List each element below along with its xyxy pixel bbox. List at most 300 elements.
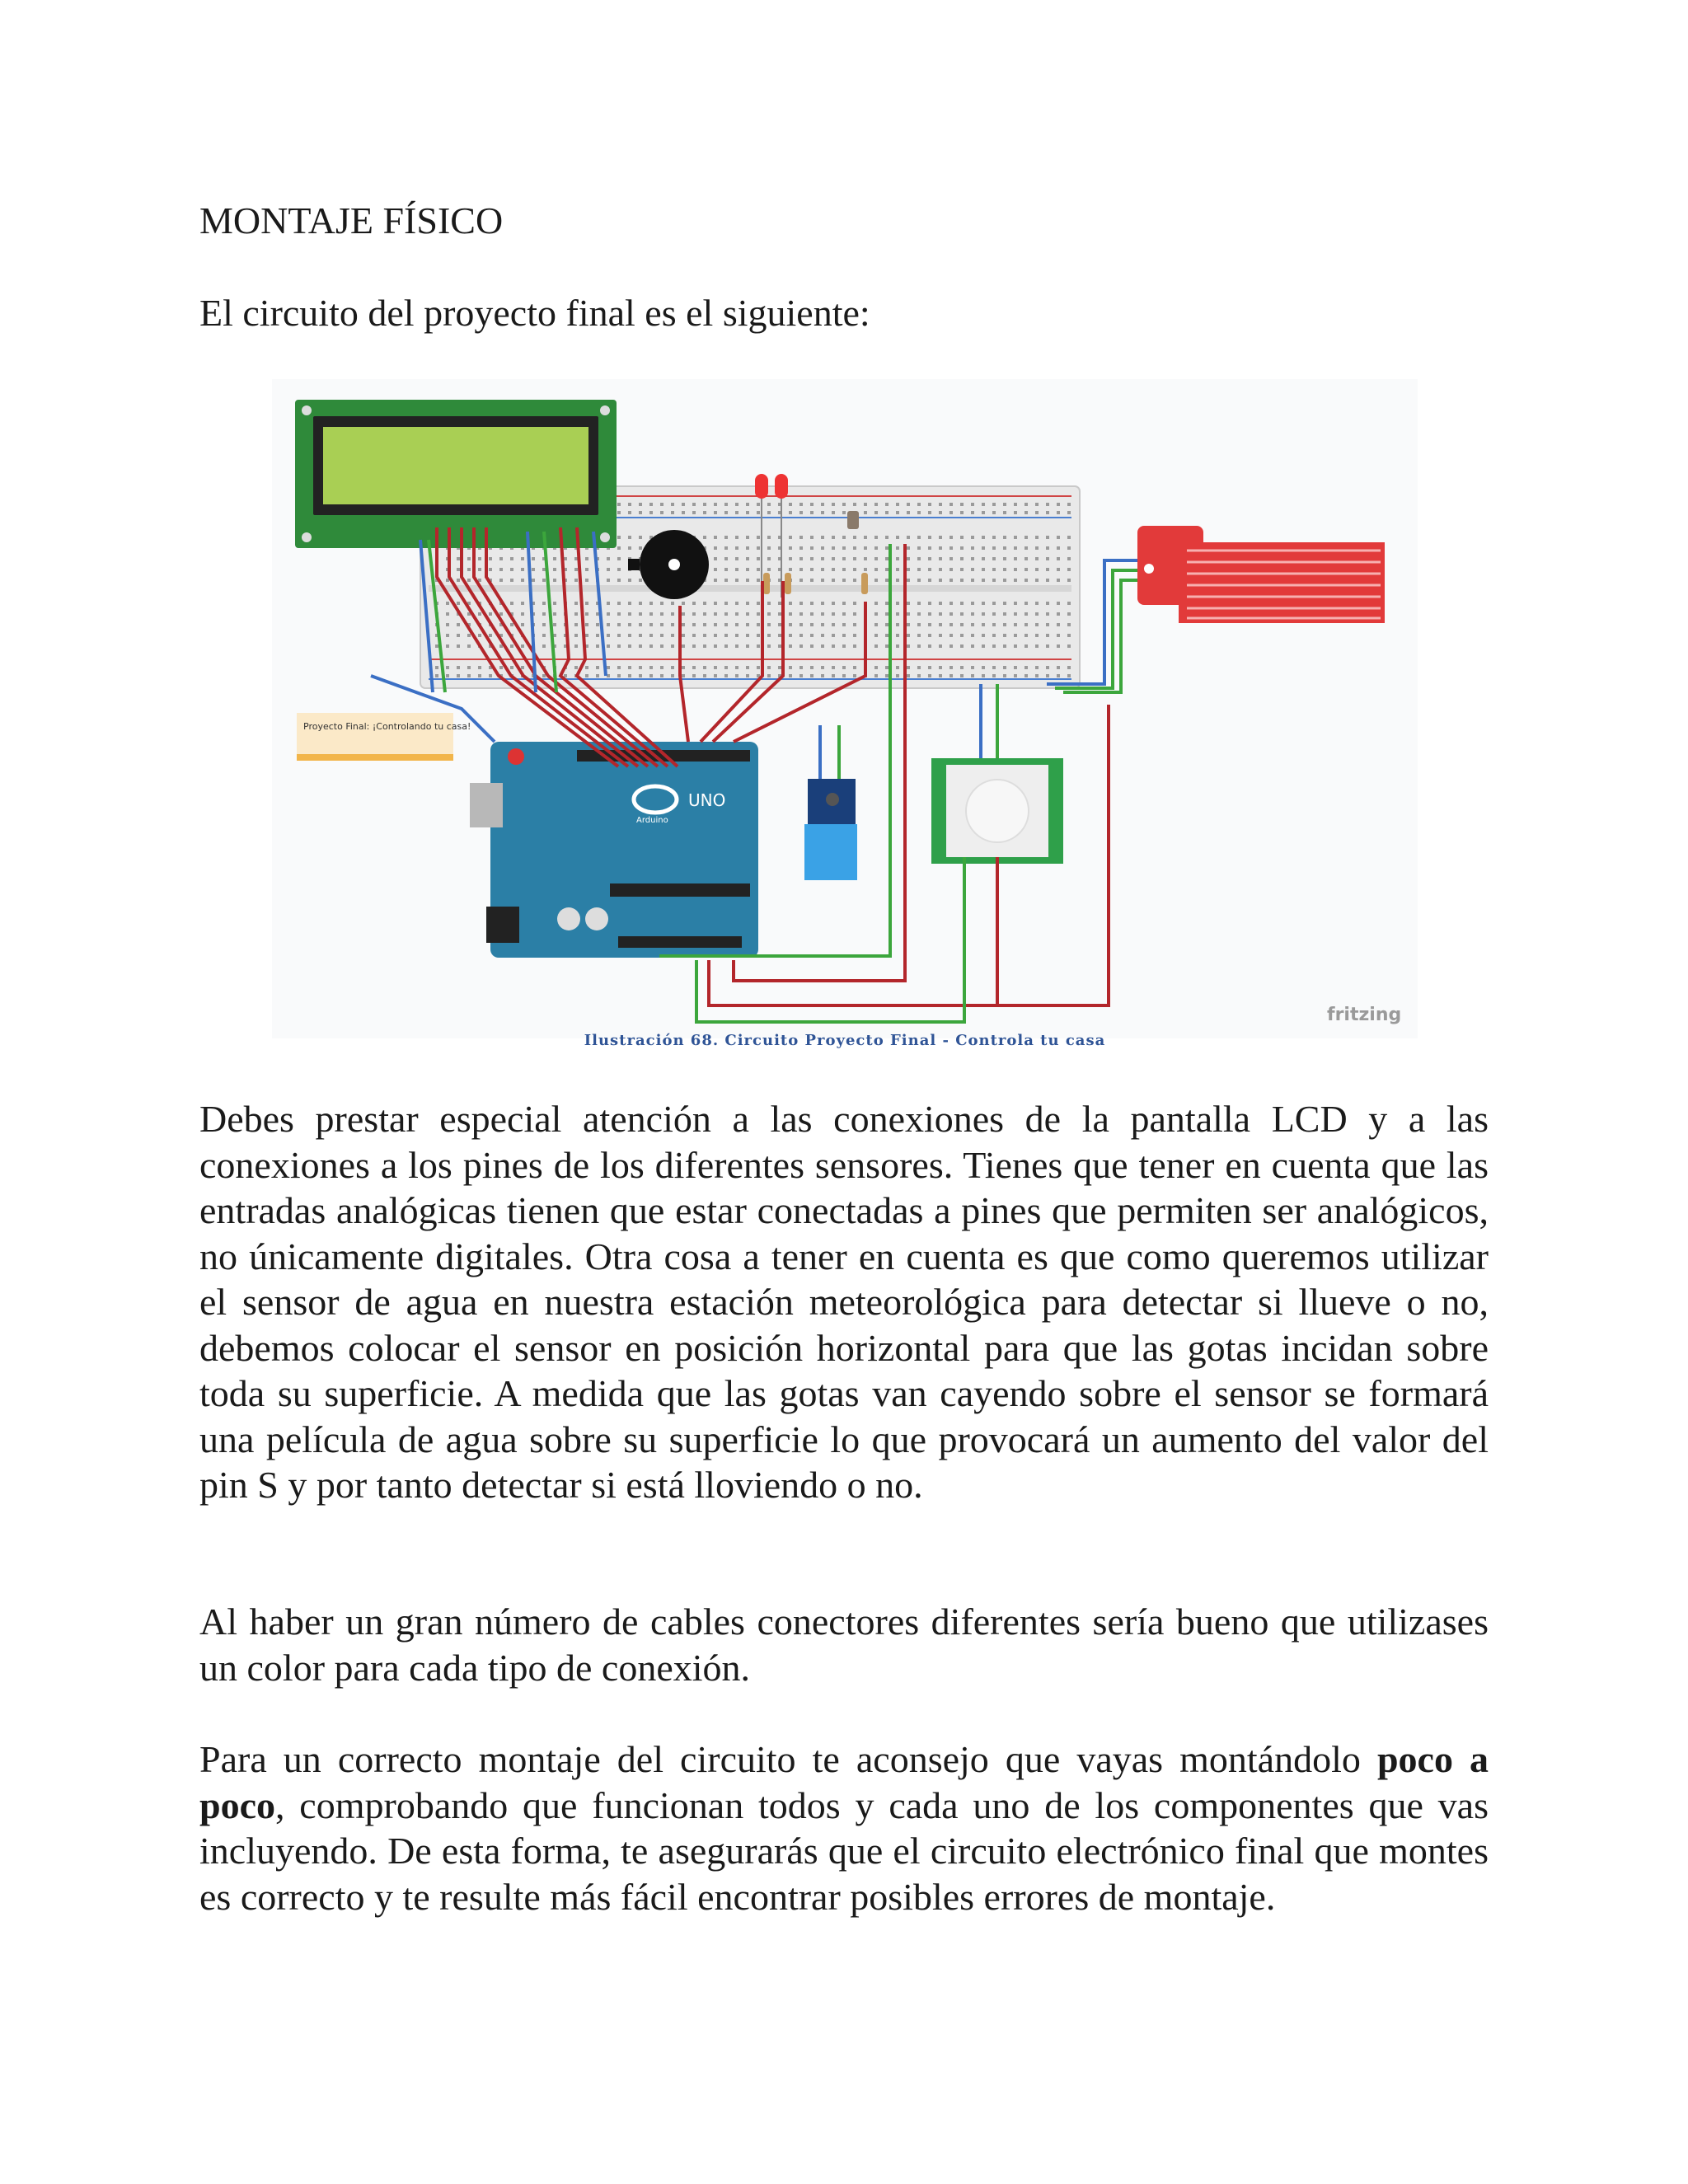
breadboard-hole (542, 579, 546, 582)
breadboard-hole (682, 503, 685, 506)
breadboard-hole (553, 623, 556, 626)
breadboard-hole (832, 612, 835, 616)
note-text: Proyecto Final: ¡Controlando tu casa! (303, 721, 471, 732)
breadboard-hole (950, 568, 953, 571)
breadboard-hole (874, 666, 878, 669)
breadboard-hole (746, 634, 749, 637)
breadboard-hole (1035, 546, 1039, 550)
breadboard-hole (1014, 602, 1017, 605)
breadboard-hole (703, 644, 706, 648)
breadboard-hole (649, 602, 653, 605)
humidity-sensor (804, 779, 857, 880)
breadboard-hole (821, 644, 824, 648)
breadboard-hole (714, 666, 717, 669)
breadboard-hole (757, 579, 760, 582)
breadboard-hole (917, 612, 921, 616)
breadboard-hole (746, 666, 749, 669)
breadboard-hole (799, 503, 803, 506)
breadboard-hole (1003, 503, 1006, 506)
breadboard-hole (757, 557, 760, 560)
breadboard-hole (853, 612, 856, 616)
breadboard-hole (692, 612, 696, 616)
breadboard-hole (1067, 536, 1071, 539)
breadboard-hole (1025, 503, 1028, 506)
breadboard-hole (1057, 602, 1060, 605)
breadboard-hole (639, 602, 642, 605)
breadboard-hole (639, 511, 642, 514)
breadboard-hole (585, 557, 588, 560)
breadboard-hole (617, 557, 621, 560)
breadboard-hole (1067, 511, 1071, 514)
breadboard-hole (982, 579, 985, 582)
breadboard-hole (757, 623, 760, 626)
breadboard-hole (1003, 612, 1006, 616)
breadboard-hole (789, 623, 792, 626)
breadboard-hole (971, 634, 974, 637)
breadboard-hole (789, 602, 792, 605)
breadboard-hole (692, 666, 696, 669)
breadboard-hole (692, 602, 696, 605)
breadboard-hole (1057, 557, 1060, 560)
breadboard-hole (799, 634, 803, 637)
breadboard-hole (682, 674, 685, 677)
breadboard-hole (960, 536, 964, 539)
breadboard-hole (960, 579, 964, 582)
breadboard-hole (724, 579, 728, 582)
breadboard-hole (457, 666, 460, 669)
breadboard-hole (853, 536, 856, 539)
breadboard-hole (885, 503, 889, 506)
breadboard-hole (703, 666, 706, 669)
breadboard-hole (832, 602, 835, 605)
breadboard-hole (660, 623, 663, 626)
breadboard-hole (874, 674, 878, 677)
breadboard-hole (960, 623, 964, 626)
breadboard-hole (917, 536, 921, 539)
breadboard-hole (1035, 503, 1039, 506)
breadboard-hole (810, 557, 814, 560)
breadboard-hole (821, 674, 824, 677)
breadboard-hole (842, 634, 846, 637)
breadboard-hole (1046, 666, 1049, 669)
breadboard-hole (939, 666, 942, 669)
breadboard-hole (467, 674, 471, 677)
breadboard-hole (842, 674, 846, 677)
breadboard-hole (1035, 623, 1039, 626)
breadboard-hole (682, 666, 685, 669)
breadboard-hole (1057, 503, 1060, 506)
breadboard-hole (574, 644, 578, 648)
breadboard-hole (649, 666, 653, 669)
breadboard-hole (639, 623, 642, 626)
breadboard-hole (671, 623, 674, 626)
breadboard-hole (671, 674, 674, 677)
paragraph-1: Debes prestar especial atención a las conexiones de la pantalla LCD y a las conexiones a los pines de los diferentes sensores. Tienes que tener en cuenta que las entradas analógicas tienen que estar conectadas a pines que permiten ser analógicos, no únicamente digitales. Otra cosa a tener en cuenta es que como queremos utilizar el sensor de agua en nuestra estación meteorológica para detectar si llueve o no, debemos colocar el sensor en posición horizontal para que las gotas incidan sobre toda su superficie. A medida que las gotas van cayendo sobre el sensor se formará una película de agua sobre su superficie lo que provocará un aumento del valor del pin S y por tanto detectar si está lloviendo o no. (199, 1098, 1489, 1506)
breadboard-hole (832, 546, 835, 550)
breadboard-hole (457, 623, 460, 626)
breadboard-hole (789, 568, 792, 571)
breadboard-hole (950, 602, 953, 605)
breadboard-hole (746, 644, 749, 648)
paragraph-3-start: Para un correcto montaje del circuito te aconsejo que vayas montándolo (199, 1738, 1377, 1780)
breadboard-hole (928, 557, 931, 560)
breadboard-hole (950, 557, 953, 560)
breadboard-hole (982, 612, 985, 616)
breadboard-hole (821, 536, 824, 539)
breadboard-hole (542, 674, 546, 677)
breadboard-hole (467, 634, 471, 637)
breadboard-hole (1057, 623, 1060, 626)
breadboard-hole (767, 557, 771, 560)
breadboard-hole (810, 602, 814, 605)
breadboard-hole (499, 612, 503, 616)
breadboard-hole (960, 612, 964, 616)
breadboard-hole (585, 674, 588, 677)
breadboard-hole (607, 634, 610, 637)
breadboard-hole (446, 674, 449, 677)
breadboard-hole (907, 503, 910, 506)
breadboard-hole (607, 602, 610, 605)
breadboard-hole (1003, 666, 1006, 669)
breadboard-hole (617, 568, 621, 571)
breadboard-hole (939, 644, 942, 648)
breadboard-hole (939, 568, 942, 571)
breadboard-hole (1003, 644, 1006, 648)
breadboard-hole (457, 644, 460, 648)
breadboard-hole (885, 666, 889, 669)
breadboard-hole (1067, 644, 1071, 648)
breadboard-hole (499, 568, 503, 571)
breadboard-hole (1014, 666, 1017, 669)
breadboard-hole (821, 666, 824, 669)
breadboard-hole (928, 579, 931, 582)
breadboard-hole (982, 674, 985, 677)
breadboard-hole (1014, 546, 1017, 550)
breadboard-hole (971, 674, 974, 677)
breadboard-hole (821, 568, 824, 571)
breadboard-hole (821, 503, 824, 506)
breadboard-hole (735, 579, 738, 582)
breadboard-hole (682, 511, 685, 514)
breadboard-hole (982, 568, 985, 571)
breadboard-hole (907, 557, 910, 560)
breadboard-hole (896, 612, 899, 616)
breadboard-hole (714, 536, 717, 539)
breadboard-hole (939, 546, 942, 550)
breadboard-hole (842, 546, 846, 550)
breadboard-hole (992, 666, 996, 669)
breadboard-hole (874, 557, 878, 560)
breadboard-hole (810, 568, 814, 571)
breadboard-hole (617, 644, 621, 648)
breadboard-hole (714, 634, 717, 637)
breadboard-hole (521, 612, 524, 616)
breadboard-hole (971, 536, 974, 539)
breadboard-hole (607, 666, 610, 669)
breadboard-hole (628, 546, 631, 550)
breadboard-hole (874, 511, 878, 514)
lcd-display (295, 400, 617, 548)
breadboard-hole (757, 644, 760, 648)
breadboard-hole (746, 568, 749, 571)
breadboard-hole (746, 602, 749, 605)
breadboard-hole (735, 503, 738, 506)
paragraph-3-end: , comprobando que funcionan todos y cada uno de los componentes que vas incluyendo. De esta forma, te asegurarás que el circuito electrónico final que montes es correcto y te resulte más fácil encontrar posibles errores de montaje. (199, 1783, 1489, 1918)
breadboard-hole (1067, 503, 1071, 506)
breadboard-hole (917, 503, 921, 506)
breadboard-hole (628, 579, 631, 582)
breadboard-hole (1046, 579, 1049, 582)
breadboard-hole (1003, 602, 1006, 605)
breadboard-hole (896, 546, 899, 550)
breadboard-hole (1025, 644, 1028, 648)
breadboard-hole (789, 511, 792, 514)
breadboard-hole (885, 568, 889, 571)
breadboard-hole (542, 634, 546, 637)
breadboard-hole (660, 511, 663, 514)
breadboard-hole (939, 674, 942, 677)
breadboard-hole (907, 612, 910, 616)
breadboard-hole (767, 568, 771, 571)
breadboard-hole (1046, 644, 1049, 648)
breadboard-hole (907, 546, 910, 550)
breadboard-hole (478, 666, 481, 669)
breadboard-hole (596, 634, 599, 637)
breadboard-hole (585, 612, 588, 616)
breadboard-hole (1003, 674, 1006, 677)
breadboard-hole (885, 674, 889, 677)
breadboard-hole (874, 623, 878, 626)
breadboard-hole (489, 674, 492, 677)
breadboard-hole (982, 634, 985, 637)
breadboard-hole (735, 612, 738, 616)
breadboard-hole (628, 536, 631, 539)
breadboard-hole (446, 623, 449, 626)
breadboard-hole (842, 511, 846, 514)
breadboard-hole (532, 579, 535, 582)
breadboard-hole (821, 579, 824, 582)
breadboard-hole (1025, 557, 1028, 560)
breadboard-hole (928, 644, 931, 648)
breadboard-hole (874, 579, 878, 582)
breadboard-hole (757, 602, 760, 605)
breadboard-hole (596, 644, 599, 648)
breadboard-hole (950, 546, 953, 550)
breadboard-hole (649, 503, 653, 506)
breadboard-hole (810, 644, 814, 648)
breadboard-hole (1067, 634, 1071, 637)
breadboard-hole (982, 644, 985, 648)
breadboard-hole (467, 644, 471, 648)
breadboard-hole (842, 536, 846, 539)
breadboard-hole (435, 674, 438, 677)
breadboard-hole (617, 674, 621, 677)
breadboard-hole (971, 568, 974, 571)
breadboard-hole (778, 644, 781, 648)
breadboard-hole (489, 634, 492, 637)
breadboard-hole (799, 557, 803, 560)
breadboard-hole (628, 674, 631, 677)
breadboard-hole (971, 511, 974, 514)
breadboard-hole (714, 623, 717, 626)
breadboard-hole (767, 666, 771, 669)
breadboard-hole (874, 568, 878, 571)
breadboard-hole (649, 511, 653, 514)
breadboard-hole (489, 568, 492, 571)
breadboard-hole (510, 568, 513, 571)
breadboard-hole (542, 602, 546, 605)
breadboard-hole (917, 579, 921, 582)
breadboard-hole (896, 644, 899, 648)
breadboard-hole (1046, 568, 1049, 571)
breadboard-hole (1057, 612, 1060, 616)
breadboard-hole (660, 612, 663, 616)
breadboard-hole (1035, 602, 1039, 605)
breadboard-hole (649, 644, 653, 648)
breadboard-hole (532, 557, 535, 560)
breadboard-hole (832, 634, 835, 637)
breadboard-hole (1003, 546, 1006, 550)
breadboard-hole (778, 634, 781, 637)
breadboard-hole (521, 579, 524, 582)
breadboard-hole (896, 557, 899, 560)
breadboard-hole (810, 546, 814, 550)
breadboard-hole (982, 623, 985, 626)
breadboard-hole (639, 644, 642, 648)
breadboard-hole (992, 557, 996, 560)
breadboard-hole (542, 644, 546, 648)
breadboard-hole (1014, 579, 1017, 582)
breadboard-hole (853, 546, 856, 550)
breadboard-hole (1057, 536, 1060, 539)
breadboard-hole (671, 666, 674, 669)
breadboard-hole (1035, 644, 1039, 648)
breadboard-hole (1035, 634, 1039, 637)
breadboard-hole (542, 623, 546, 626)
breadboard-hole (1067, 568, 1071, 571)
breadboard-hole (553, 568, 556, 571)
breadboard-hole (446, 644, 449, 648)
breadboard-hole (585, 602, 588, 605)
breadboard-hole (1035, 511, 1039, 514)
breadboard-hole (864, 503, 867, 506)
breadboard-hole (1025, 666, 1028, 669)
breadboard-hole (724, 511, 728, 514)
breadboard-hole (950, 644, 953, 648)
breadboard-hole (767, 602, 771, 605)
breadboard-hole (1025, 546, 1028, 550)
breadboard-hole (907, 568, 910, 571)
breadboard-hole (1003, 579, 1006, 582)
breadboard-hole (617, 666, 621, 669)
breadboard-hole (596, 666, 599, 669)
breadboard-hole (746, 612, 749, 616)
breadboard-hole (628, 666, 631, 669)
breadboard-hole (714, 503, 717, 506)
breadboard-hole (950, 634, 953, 637)
paragraph-2: Al haber un gran número de cables conectores diferentes sería bueno que utilizases un color para cada tipo de conexión. (199, 1601, 1489, 1689)
arduino-board (470, 742, 758, 958)
motion-sensor (931, 758, 1063, 864)
breadboard-hole (1067, 623, 1071, 626)
breadboard-hole (928, 634, 931, 637)
breadboard-hole (853, 623, 856, 626)
breadboard-hole (885, 536, 889, 539)
breadboard-hole (789, 674, 792, 677)
breadboard-hole (1035, 536, 1039, 539)
breadboard-hole (628, 602, 631, 605)
breadboard-hole (939, 579, 942, 582)
breadboard-hole (885, 623, 889, 626)
breadboard-hole (607, 568, 610, 571)
breadboard-hole (757, 568, 760, 571)
breadboard-hole (628, 511, 631, 514)
breadboard-hole (703, 602, 706, 605)
breadboard-hole (714, 546, 717, 550)
breadboard-hole (446, 602, 449, 605)
breadboard-hole (896, 536, 899, 539)
breadboard-hole (1025, 612, 1028, 616)
breadboard-hole (1057, 674, 1060, 677)
breadboard-hole (960, 666, 964, 669)
breadboard-hole (1046, 511, 1049, 514)
breadboard-hole (917, 602, 921, 605)
breadboard-hole (939, 503, 942, 506)
breadboard-hole (757, 612, 760, 616)
breadboard-hole (617, 602, 621, 605)
breadboard-hole (574, 634, 578, 637)
breadboard-hole (982, 511, 985, 514)
breadboard-hole (703, 674, 706, 677)
breadboard-hole (628, 634, 631, 637)
breadboard-hole (682, 623, 685, 626)
breadboard-hole (1003, 511, 1006, 514)
breadboard-hole (574, 666, 578, 669)
breadboard-hole (746, 623, 749, 626)
breadboard-hole (799, 546, 803, 550)
breadboard-hole (842, 602, 846, 605)
breadboard-hole (735, 568, 738, 571)
breadboard-hole (928, 612, 931, 616)
breadboard-hole (885, 546, 889, 550)
breadboard-hole (574, 602, 578, 605)
breadboard-hole (746, 557, 749, 560)
breadboard-hole (821, 602, 824, 605)
breadboard-hole (874, 602, 878, 605)
breadboard-hole (917, 634, 921, 637)
breadboard-hole (457, 602, 460, 605)
breadboard-hole (832, 503, 835, 506)
breadboard-hole (960, 546, 964, 550)
breadboard-hole (799, 511, 803, 514)
breadboard-hole (971, 557, 974, 560)
breadboard-hole (789, 644, 792, 648)
breadboard-hole (950, 503, 953, 506)
breadboard-hole (617, 511, 621, 514)
breadboard-hole (939, 557, 942, 560)
breadboard-hole (842, 503, 846, 506)
breadboard-hole (1035, 557, 1039, 560)
breadboard-hole (724, 602, 728, 605)
breadboard-hole (896, 602, 899, 605)
breadboard-hole (982, 557, 985, 560)
breadboard-hole (960, 568, 964, 571)
breadboard-hole (724, 666, 728, 669)
water-sensor (1137, 526, 1385, 623)
breadboard-hole (521, 602, 524, 605)
breadboard-hole (435, 644, 438, 648)
breadboard-hole (939, 612, 942, 616)
